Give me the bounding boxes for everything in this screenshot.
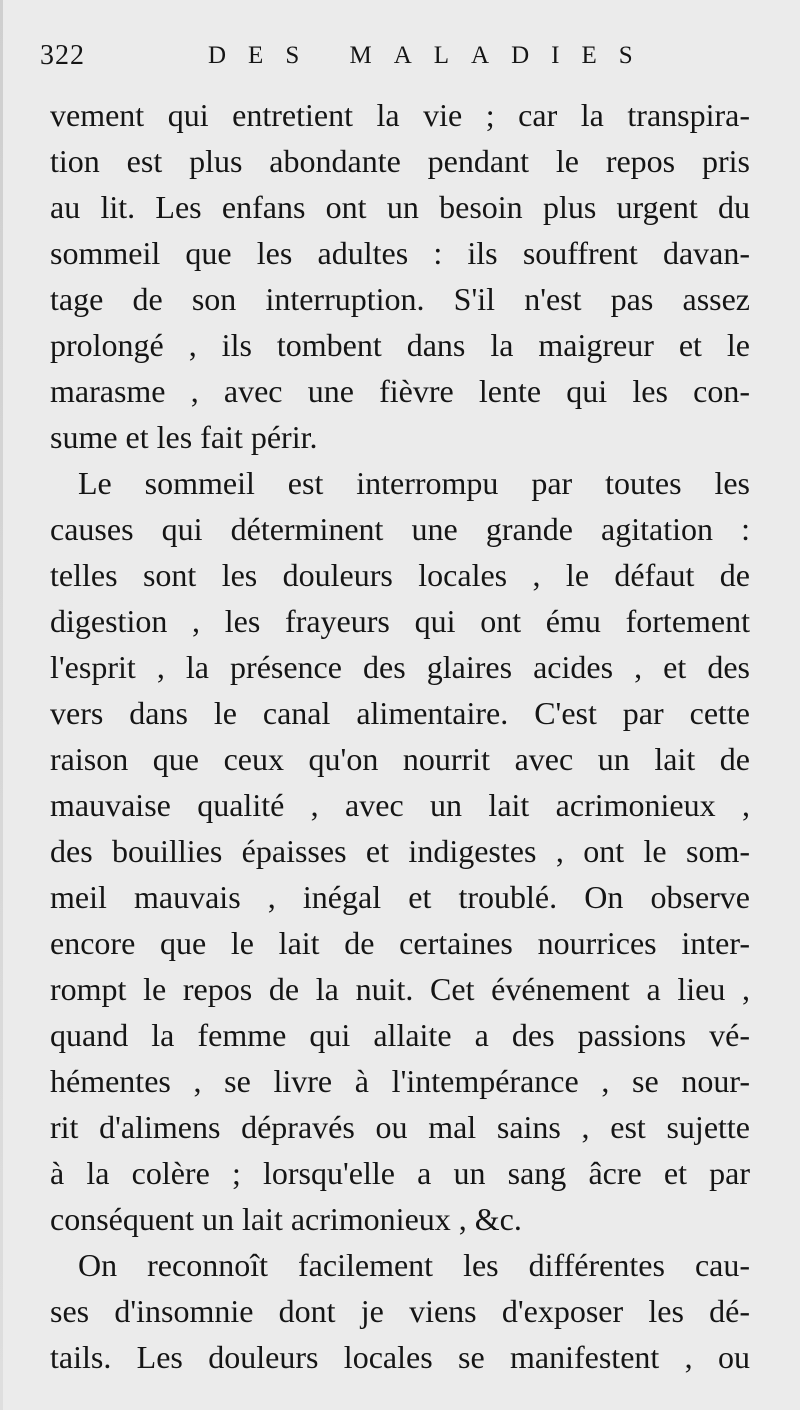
text-line: au lit. Les enfans ont un besoin plus urgent du	[50, 189, 750, 225]
text-line: telles sont les douleurs locales , le défaut de	[50, 557, 750, 593]
text-line: à la colère ; lorsqu'elle a un sang âcre et par	[50, 1155, 750, 1191]
text-line: quand la femme qui allaite a des passions vé-	[50, 1017, 750, 1053]
text-line: sommeil que les adultes : ils souffrent davan-	[50, 235, 750, 271]
text-line: vers dans le canal alimentaire. C'est par cette	[50, 695, 750, 731]
text-line: digestion , les frayeurs qui ont ému fortement	[50, 603, 750, 639]
text-line: vement qui entretient la vie ; car la transpira-	[50, 97, 750, 133]
paragraph-first-line: Le sommeil est interrompu par toutes les	[78, 465, 750, 501]
text-line: ses d'insomnie dont je viens d'exposer les dé-	[50, 1293, 750, 1329]
text-line: marasme , avec une fièvre lente qui les con-	[50, 373, 750, 409]
text-line: hémentes , se livre à l'intempérance , se nour-	[50, 1063, 750, 1099]
text-line: encore que le lait de certaines nourrices inter-	[50, 925, 750, 961]
text-line: mauvaise qualité , avec un lait acrimonieux ,	[50, 787, 750, 823]
text-line: l'esprit , la présence des glaires acides , et des	[50, 649, 750, 685]
text-line: causes qui déterminent une grande agitation :	[50, 511, 750, 547]
text-line: rompt le repos de la nuit. Cet événement a lieu ,	[50, 971, 750, 1007]
body-text	[50, 92, 750, 1380]
page-number: 322	[40, 40, 85, 71]
text-line: conséquent un lait acrimonieux , &c.	[50, 1201, 522, 1237]
text-line: tion est plus abondante pendant le repos pris	[50, 143, 750, 179]
page-header	[40, 40, 760, 84]
text-line: meil mauvais , inégal et troublé. On observe	[50, 879, 750, 915]
text-line: des bouillies épaisses et indigestes , ont le som-	[50, 833, 750, 869]
text-line: raison que ceux qu'on nourrit avec un lait de	[50, 741, 750, 777]
running-head: DES MALADIES	[208, 42, 655, 69]
text-line: tage de son interruption. S'il n'est pas assez	[50, 281, 750, 317]
paragraph-first-line: On reconnoît facilement les différentes cau-	[78, 1247, 750, 1283]
page-edge-shadow	[0, 0, 3, 1410]
text-line: tails. Les douleurs locales se manifestent , ou	[50, 1339, 750, 1375]
text-line: prolongé , ils tombent dans la maigreur et le	[50, 327, 750, 363]
text-line: rit d'alimens dépravés ou mal sains , est sujette	[50, 1109, 750, 1145]
text-line: sume et les fait périr.	[50, 419, 318, 455]
